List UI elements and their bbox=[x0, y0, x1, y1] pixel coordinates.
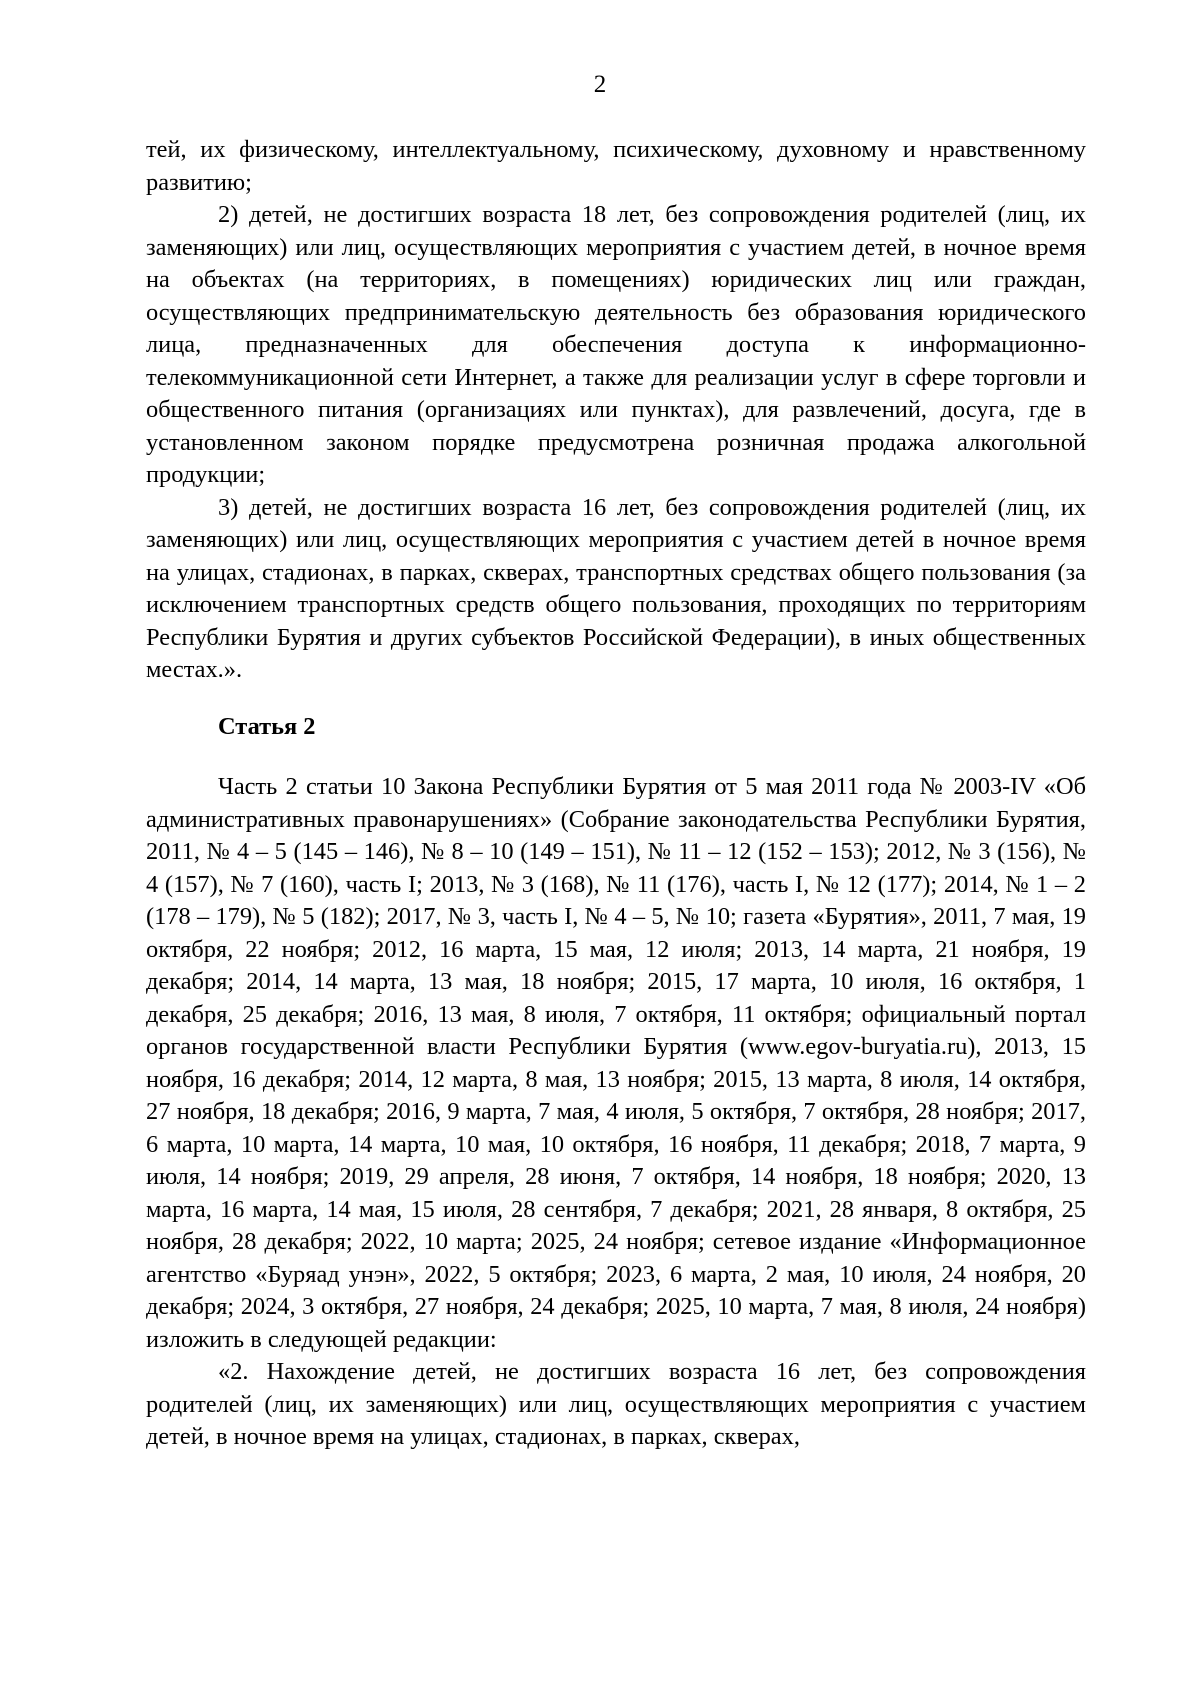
paragraph-item-3: 3) детей, не достигших возраста 16 лет, без сопровождения родителей (лиц, их заменяющих) или лиц, осуществляющих мероприятия с участием детей в ночное время на улицах, стадионах, в парках, скверах, транспортных средствах общего пользования (за исключением транспортных средств общего пользования, проходящих по территориям Республики Бурятия и других субъектов Российской Федерации), в иных общественных местах.». bbox=[146, 493, 1086, 683]
paragraph-continuation: тей, их физическому, интеллектуальному, психическому, духовному и нравственному развитию; bbox=[146, 136, 1086, 196]
document-body bbox=[146, 134, 1086, 1454]
article-heading: Статья 2 bbox=[218, 712, 316, 740]
paragraph-amendment-text: «2. Нахождение детей, не достигших возраста 16 лет, без сопровождения родителей (лиц, их заменяющих) или лиц, осуществляющих мероприятия с участием детей, в ночное время на улицах, стадионах, в парках, скверах, bbox=[146, 1358, 1086, 1450]
paragraph-item-2: 2) детей, не достигших возраста 18 лет, без сопровождения родителей (лиц, их заменяющих) или лиц, осуществляющих мероприятия с участием детей, в ночное время на объектах (на территориях, в помещениях) юридических лиц или граждан, осуществляющих предпринимательскую деятельность без образования юридического лица, предназначенных для обеспечения доступа к информационно-телекоммуникационной сети Интернет, а также для реализации услуг в сфере торговли и общественного питания (организациях или пунктах), для развлечений, досуга, где в установленном законом порядке предусмотрена розничная продажа алкогольной продукции; bbox=[146, 201, 1086, 488]
paragraph-amendment-intro: Часть 2 статьи 10 Закона Республики Бурятия от 5 мая 2011 года № 2003-IV «Об административных правонарушениях» (Собрание законодательства Республики Бурятия, 2011, № 4 – 5 (145 – 146), № 8 – 10 (149 – 151), № 11 – 12 (152 – 153); 2012, № 3 (156), № 4 (157), № 7 (160), часть I; 2013, № 3 (168), № 11 (176), часть I, № 12 (177); 2014, № 1 – 2 (178 – 179), № 5 (182); 2017, № 3, часть I, № 4 – 5, № 10; газета «Бурятия», 2011, 7 мая, 19 октября, 22 ноября; 2012, 16 марта, 15 мая, 12 июля; 2013, 14 марта, 21 ноября, 19 декабря; 2014, 14 марта, 13 мая, 18 ноября; 2015, 17 марта, 10 июля, 16 октября, 1 декабря, 25 декабря; 2016, 13 мая, 8 июля, 7 октября, 11 октября; официальный портал органов государственной власти Республики Бурятия (www.egov-buryatia.ru), 2013, 15 ноября, 16 декабря; 2014, 12 марта, 8 мая, 13 ноября; 2015, 13 марта, 8 июля, 14 октября, 27 ноября, 18 декабря; 2016, 9 марта, 7 мая, 4 июля, 5 октября, 7 октября, 28 ноября; 2017, 6 марта, 10 марта, 14 марта, 10 мая, 10 октября, 16 ноября, 11 декабря; 2018, 7 марта, 9 июля, 14 ноября; 2019, 29 апреля, 28 июня, 7 октября, 14 ноября, 18 ноября; 2020, 13 марта, 16 марта, 14 мая, 15 июля, 28 сентября, 7 декабря; 2021, 28 января, 8 октября, 25 ноября, 28 декабря; 2022, 10 марта; 2025, 24 ноября; сетевое издание «Информационное агентство «Буряад унэн», 2022, 5 октября; 2023, 6 марта, 2 мая, 10 июля, 24 ноября, 20 декабря; 2024, 3 октября, 27 ноября, 24 декабря; 2025, 10 марта, 7 мая, 8 июля, 24 ноября) изложить в следующей редакции: bbox=[146, 773, 1086, 1353]
page-number: 2 bbox=[593, 71, 607, 98]
